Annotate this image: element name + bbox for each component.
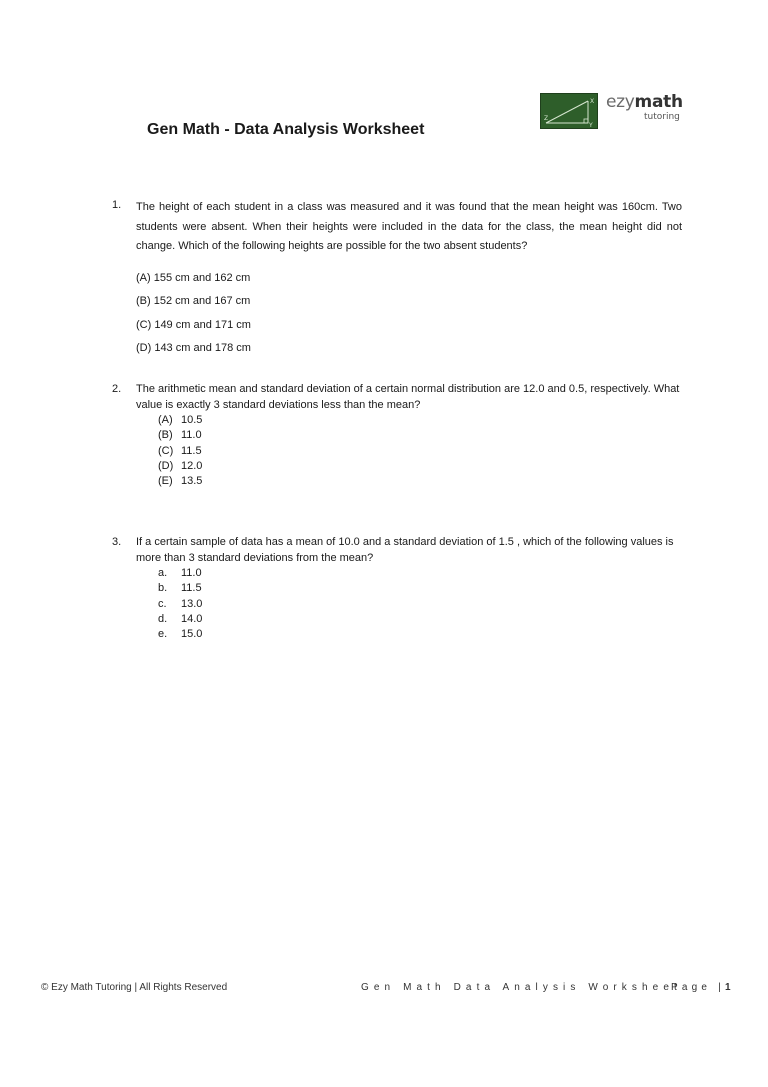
page-title: Gen Math - Data Analysis Worksheet [147,121,425,138]
option-label: d. [158,612,168,625]
answer-option [158,459,682,474]
svg-text:Y: Y [589,122,593,128]
question-number: 1. [112,199,122,211]
footer-page-indicator [671,982,731,993]
question-3 [112,535,682,642]
svg-text:Z: Z [544,115,549,122]
question-1 [112,198,682,361]
footer-page-number: 1 [724,982,731,993]
option-value: 11.5 [181,444,202,457]
question-text: The arithmetic mean and standard deviation of a certain normal distribution are 12.0 and 0.5, respectively. What value is exactly 3 standard deviations less than the mean? [136,383,680,411]
answer-option [158,428,682,443]
answer-option: (B) 152 cm and 167 cm [136,295,251,307]
answer-options [158,566,682,642]
option-value: 10.5 [181,414,203,426]
option-value: 11.5 [181,582,202,595]
question-number: 3. [112,536,122,548]
option-label: (D) [158,459,174,472]
option-value: 13.5 [181,475,203,488]
answer-options [158,413,682,489]
option-value: 11.0 [181,429,202,442]
question-number: 2. [112,383,122,395]
option-label: a. [158,567,168,579]
option-value: 13.0 [181,597,203,610]
answer-options [136,267,682,361]
option-label: (B) [158,429,173,442]
answer-option [158,627,682,642]
question-2 [112,382,682,489]
answer-option [158,474,682,489]
footer-document-title: Gen Math Data Analysis Worksheet [361,982,682,993]
footer-copyright: © Ezy Math Tutoring | All Rights Reserved [41,982,228,993]
chalkboard-triangle-icon [540,93,598,129]
footer-page-label: Page | [671,982,725,993]
brand-tagline: tutoring [644,112,680,122]
option-label: (C) [158,444,174,457]
answer-option [158,581,682,596]
brand-wordmark: ezymath [606,92,683,112]
question-text: The height of each student in a class was measured and it was found that the mean height was 160cm. Two students were absent. When their heights were included in the data for the class, the mean height did not change. Which of the following heights are possible for the two absent students? [136,201,682,252]
answer-option [158,566,682,581]
option-label: e. [158,628,168,641]
answer-option [158,612,682,627]
option-label: (E) [158,475,173,488]
answer-option [158,597,682,612]
option-label: b. [158,582,168,595]
answer-option: (C) 149 cm and 171 cm [136,318,251,331]
option-value: 11.0 [181,567,202,579]
option-label: c. [158,597,167,610]
option-value: 15.0 [181,628,203,641]
svg-text:X: X [590,98,595,105]
answer-option: (A) 155 cm and 162 cm [136,271,251,284]
option-value: 12.0 [181,459,203,472]
option-value: 14.0 [181,612,203,625]
answer-option [158,413,682,428]
answer-option [158,444,682,459]
brand-logo [540,91,685,129]
question-text: If a certain sample of data has a mean of 10.0 and a standard deviation of 1.5 , which of the following values is more than 3 standard deviations from the mean? [136,536,674,564]
answer-option: (D) 143 cm and 178 cm [136,342,251,354]
option-label: (A) [158,414,173,426]
